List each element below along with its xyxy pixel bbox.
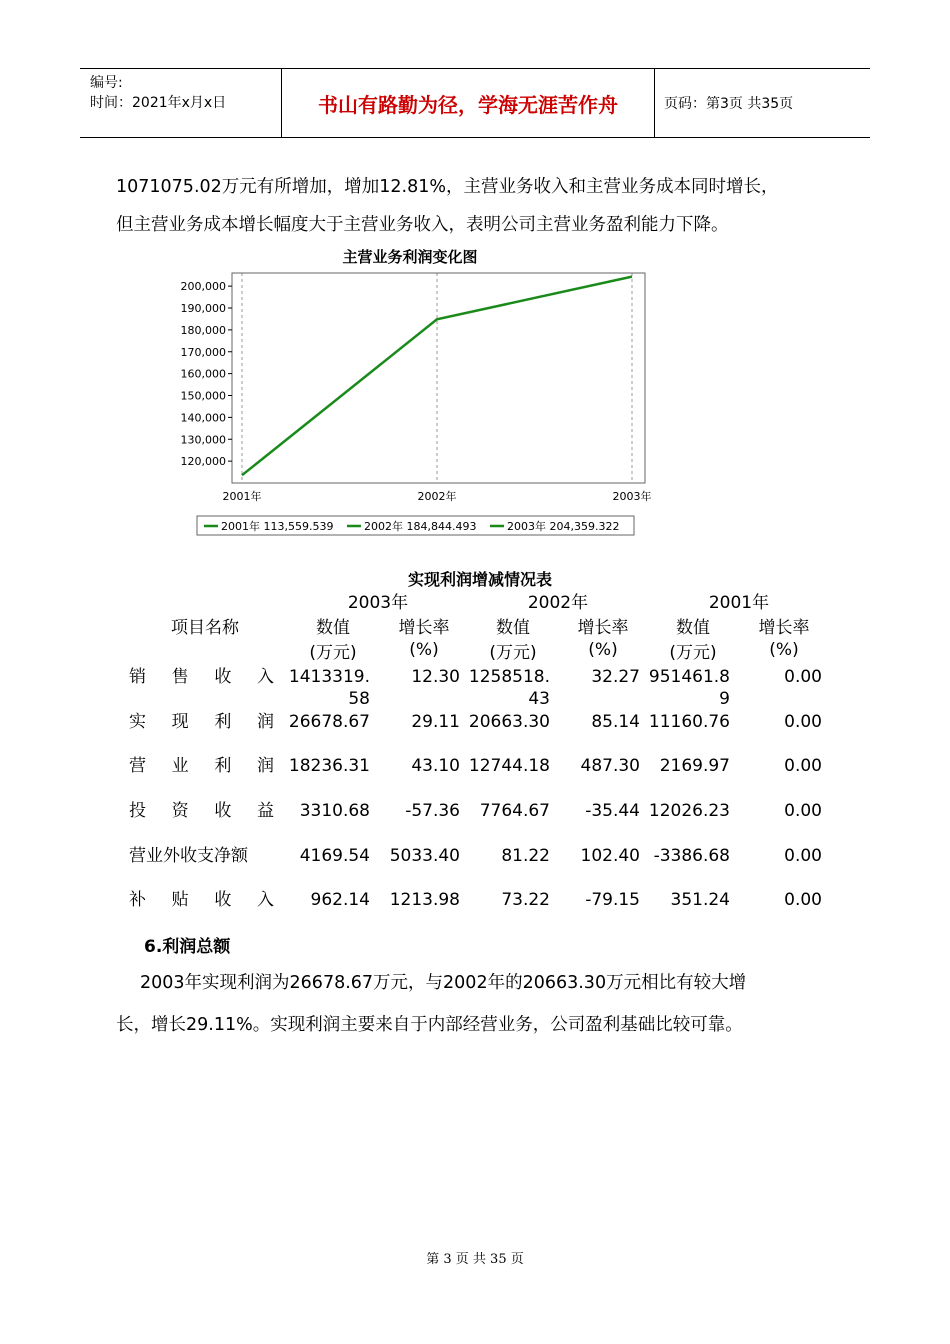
legend-entry: 2002年 184,844.493 — [364, 520, 477, 533]
row-name-char: 入 — [256, 890, 274, 910]
table-row-name — [129, 800, 274, 822]
row-name-char: 资 — [171, 801, 189, 821]
row-name-char: 业 — [171, 756, 189, 776]
row-name-char: 收 — [214, 801, 232, 821]
row-name-char: 润 — [256, 756, 274, 776]
chart-title: 主营业务利润变化图 — [342, 248, 478, 266]
table-cell: -3386.68 — [653, 846, 730, 866]
row-name-char: 补 — [129, 890, 146, 910]
y-tick-label: 130,000 — [180, 433, 226, 447]
doc-time-label: 时间：2021年x月x日 — [90, 95, 227, 111]
row-name-char: 润 — [256, 712, 274, 732]
row-name-char: 收 — [214, 890, 232, 910]
table-cell: 32.27 — [591, 667, 640, 687]
table-cell: 7764.67 — [479, 801, 550, 821]
profit-line-chart — [170, 268, 670, 543]
row-name-char: 利 — [214, 756, 232, 776]
table-cell: 1413319.58 — [288, 667, 370, 709]
table-cell: 85.14 — [591, 712, 640, 732]
value-unit: (万元) — [489, 643, 537, 663]
page-header — [80, 68, 870, 138]
header-motto: 书山有路勤为径，学海无涯苦作舟 — [318, 92, 618, 117]
header-page-code: 页码：第3页 共35页 — [664, 96, 794, 112]
value-unit: (万元) — [669, 643, 717, 663]
y-tick-label: 150,000 — [180, 389, 226, 403]
y-tick-label: 170,000 — [180, 345, 226, 359]
table-cell: -79.15 — [585, 890, 640, 910]
rate-header: 增长率 — [577, 618, 629, 638]
table-cell: 0.00 — [784, 667, 822, 687]
table-cell: 1258518.43 — [468, 667, 550, 709]
table-cell: 5033.40 — [389, 846, 460, 866]
table-cell: 1213.98 — [389, 890, 460, 910]
value-header: 数值 — [496, 618, 530, 638]
table-title: 实现利润增减情况表 — [407, 570, 552, 589]
row-name-char: 贴 — [171, 890, 189, 910]
table-cell: 962.14 — [310, 890, 370, 910]
row-name-char: 销 — [129, 667, 146, 687]
row-name-char: 利 — [214, 712, 232, 732]
row-name-char: 益 — [256, 801, 274, 821]
table-cell: 4169.54 — [299, 846, 370, 866]
y-tick-label: 120,000 — [180, 455, 226, 469]
y-tick-label: 160,000 — [180, 367, 226, 381]
row-name-char: 营业外收支净额 — [129, 846, 248, 866]
x-tick-label: 2002年 — [417, 490, 457, 503]
row-name-char: 投 — [129, 801, 146, 821]
y-tick-label: 190,000 — [180, 302, 226, 315]
header-divider — [654, 69, 655, 137]
intro-line-1: 1071075.02万元有所增加，增加12.81%，主营业务收入和主营业务成本同时增长， — [116, 177, 779, 197]
legend-entry: 2001年 113,559.539 — [221, 520, 334, 533]
plot-area-frame — [232, 273, 645, 483]
row-name-char: 售 — [171, 667, 189, 687]
doc-number-label: 编号: — [90, 75, 123, 91]
legend-entry: 2003年 204,359.322 — [507, 520, 620, 533]
table-cell: 26678.67 — [288, 712, 370, 732]
table-cell: 102.40 — [580, 846, 640, 866]
table-row-name — [129, 889, 274, 911]
table-cell: 0.00 — [784, 801, 822, 821]
table-cell: 951461.89 — [648, 667, 730, 709]
y-tick-label: 140,000 — [180, 411, 226, 425]
table-cell: 0.00 — [784, 846, 822, 866]
table-cell: 43.10 — [411, 756, 460, 776]
y-tick-label: 200,000 — [180, 280, 226, 294]
table-row-name — [129, 755, 274, 777]
table-cell: 12744.18 — [468, 756, 550, 776]
table-cell: -57.36 — [405, 801, 460, 821]
section-line-1: 2003年实现利润为26678.67万元，与2002年的20663.30万元相比有较大增 — [140, 973, 747, 993]
table-cell: 0.00 — [784, 756, 822, 776]
header-meta — [90, 73, 226, 113]
table-cell: 81.22 — [501, 846, 550, 866]
row-name-char: 入 — [256, 667, 274, 687]
row-name-char: 营 — [129, 756, 146, 776]
rate-unit: (%) — [588, 640, 618, 660]
page-footer: 第 3 页 共 35 页 — [426, 1252, 524, 1267]
year-header: 2002年 — [527, 593, 589, 613]
rate-unit: (%) — [769, 640, 799, 660]
table-cell: 487.30 — [580, 756, 640, 776]
value-unit: (万元) — [309, 643, 357, 663]
section-line-2: 长，增长29.11%。实现利润主要来自于内部经营业务，公司盈利基础比较可靠。 — [116, 1015, 743, 1035]
value-header: 数值 — [316, 618, 350, 638]
rate-header: 增长率 — [758, 618, 810, 638]
x-tick-label: 2003年 — [612, 490, 652, 503]
table-cell: 29.11 — [411, 712, 460, 732]
table-cell: 0.00 — [784, 890, 822, 910]
intro-line-2: 但主营业务成本增长幅度大于主营业务收入，表明公司主营业务盈利能力下降。 — [116, 215, 729, 235]
year-header: 2001年 — [708, 593, 770, 613]
table-cell: 11160.76 — [648, 712, 730, 732]
x-tick-label: 2001年 — [222, 490, 262, 503]
year-header: 2003年 — [347, 593, 409, 613]
row-name-char: 收 — [214, 667, 232, 687]
y-tick-label: 180,000 — [180, 323, 226, 337]
row-name-char: 实 — [129, 712, 146, 732]
table-row-name — [129, 845, 274, 867]
section-heading: 6.利润总额 — [144, 937, 231, 957]
table-cell: 0.00 — [784, 712, 822, 732]
rate-header: 增长率 — [398, 618, 450, 638]
table-cell: 12.30 — [411, 667, 460, 687]
table-cell: 351.24 — [670, 890, 730, 910]
row-name-char: 现 — [171, 712, 189, 732]
item-header: 项目名称 — [171, 618, 239, 638]
table-cell: 18236.31 — [288, 756, 370, 776]
table-row-name — [129, 711, 274, 733]
table-cell: 2169.97 — [659, 756, 730, 776]
table-cell: 3310.68 — [299, 801, 370, 821]
table-cell: 73.22 — [501, 890, 550, 910]
table-row-name — [129, 666, 274, 688]
value-header: 数值 — [676, 618, 710, 638]
table-cell: -35.44 — [585, 801, 640, 821]
rate-unit: (%) — [409, 640, 439, 660]
table-cell: 12026.23 — [648, 801, 730, 821]
table-cell: 20663.30 — [468, 712, 550, 732]
